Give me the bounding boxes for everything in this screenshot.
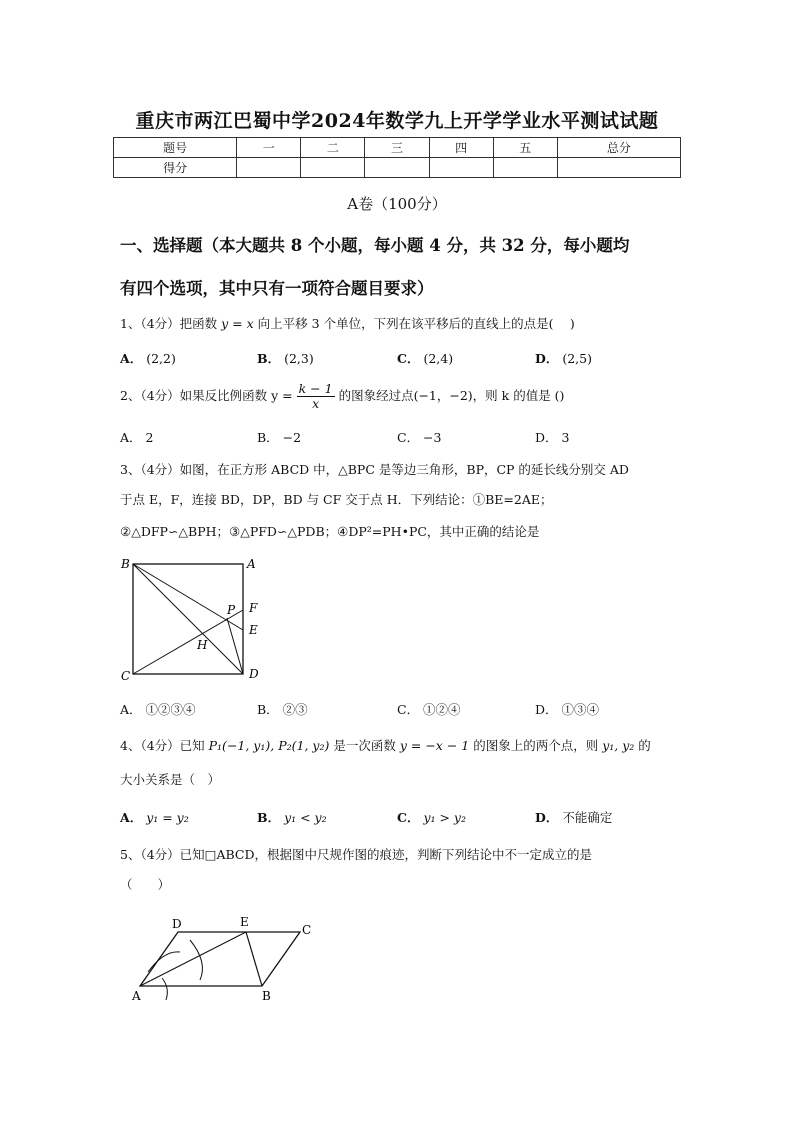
parallelogram-abcd: [140, 932, 300, 986]
option-letter: A．: [120, 810, 143, 825]
option-letter: C．: [397, 810, 420, 825]
score-header-cell: 二: [301, 138, 365, 158]
score-cell[interactable]: [493, 158, 557, 178]
option-value: (2,2): [146, 351, 176, 366]
score-cell[interactable]: [365, 158, 429, 178]
score-cell[interactable]: [301, 158, 365, 178]
score-header-cell: 题号: [114, 138, 237, 158]
q2-fraction-numerator: k − 1: [298, 381, 333, 396]
option-letter: B．: [257, 810, 281, 825]
score-table-header-row: [114, 138, 681, 158]
q4-points: P₁(−1, y₁), P₂(1, y₂): [208, 738, 330, 753]
q2-option-d[interactable]: D． 3: [535, 430, 570, 445]
q4-middle: 是一次函数: [333, 738, 396, 753]
segment-eb: [246, 932, 262, 986]
section1-heading-line2: 有四个选项，其中只有一项符合题目要求）: [120, 279, 434, 298]
q2-prefix: 2、（4分）如果反比例函数 y =: [120, 388, 293, 403]
q2-fraction: [297, 382, 335, 411]
q3-option-d[interactable]: D． ①③④: [535, 702, 599, 717]
q5-line1: 5、（4分）已知□ABCD，根据图中尺规作图的痕迹，判断下列结论中不一定成立的是: [120, 847, 592, 862]
q4-function: y = −x − 1: [399, 738, 470, 753]
option-letter: B．: [257, 351, 281, 366]
option-value: (2,4): [423, 351, 454, 366]
score-header-cell: 四: [429, 138, 493, 158]
q3-line2: 于点 E，F，连接 BD，DP，BD 与 CF 交于点 H．下列结论：①BE=2AE；: [120, 492, 553, 507]
option-value: y₁ < y₂: [284, 810, 327, 825]
label-E: E: [240, 915, 249, 929]
score-row-label: 得分: [114, 158, 237, 178]
option-letter: D．: [535, 351, 559, 366]
q2-option-a[interactable]: A． 2: [120, 430, 154, 445]
score-table: [113, 137, 681, 178]
label-A: A: [247, 557, 256, 571]
label-A: A: [132, 989, 141, 1003]
q1-option-b[interactable]: [257, 349, 314, 367]
q2-suffix: 的图象经过点(−1，−2)，则 k 的值是 (): [338, 388, 565, 403]
option-value: y₁ > y₂: [423, 810, 467, 825]
q4-vars: y₁, y₂: [602, 738, 635, 753]
q4-option-a[interactable]: [120, 808, 189, 826]
q1-function: y = x: [221, 316, 254, 331]
label-P: P: [227, 603, 236, 617]
question-1: [120, 314, 680, 332]
label-E: E: [249, 623, 258, 637]
label-C: C: [121, 669, 131, 683]
q2-option-c[interactable]: C． −3: [397, 430, 442, 445]
q3-square-figure: [115, 552, 275, 687]
label-D: D: [249, 667, 259, 681]
q4-option-b[interactable]: [257, 808, 327, 826]
q4-tail: 的: [638, 738, 651, 753]
q1-prefix: 1、（4分）把函数: [120, 316, 218, 331]
question-2: [120, 382, 680, 411]
score-cell[interactable]: [429, 158, 493, 178]
q4-suffix: 的图象上的两个点，则: [473, 738, 599, 753]
exam-title: 重庆市两江巴蜀中学2024年数学九上开学学业水平测试试题: [135, 110, 659, 132]
arc-1: [148, 952, 180, 972]
label-D: D: [172, 917, 182, 931]
q4-prefix: 4、（4分）已知: [120, 738, 205, 753]
section1-heading-line1: 一、选择题（本大题共 8 个小题，每小题 4 分，共 32 分，每小题均: [120, 236, 630, 255]
q5-line2: （ ）: [120, 877, 171, 892]
label-H: H: [197, 638, 208, 652]
option-value: (2,3): [284, 351, 314, 366]
option-value: y₁ = y₂: [146, 810, 189, 825]
diagonal-bd: [133, 564, 243, 674]
q1-suffix: 向上平移 3 个单位，下列在该平移后的直线上的点是( ): [257, 316, 575, 331]
option-letter: A．: [120, 351, 143, 366]
score-cell[interactable]: [557, 158, 680, 178]
score-header-cell: 一: [237, 138, 301, 158]
score-header-cell: 三: [365, 138, 429, 158]
q3-line1: 3、（4分）如图，在正方形 ABCD 中，△BPC 是等边三角形，BP，CP 的延长线分别交 AD: [120, 462, 629, 477]
score-header-cell: 总分: [557, 138, 680, 158]
q3-line3: ②△DFP∽△BPH；③△PFD∽△PDB；④DP²=PH•PC，其中正确的结论是: [120, 524, 540, 539]
score-header-cell: 五: [493, 138, 557, 158]
section-a-heading: A卷（100分）: [347, 195, 447, 213]
label-B: B: [121, 557, 130, 571]
score-table-score-row: [114, 158, 681, 178]
q2-option-b[interactable]: B． −2: [257, 430, 302, 445]
q4-option-c[interactable]: [397, 808, 466, 826]
q3-option-b[interactable]: B． ②③: [257, 702, 308, 717]
q2-fraction-denominator: x: [312, 396, 320, 411]
q4-line2: 大小关系是（ ）: [120, 772, 221, 787]
option-value: 不能确定: [562, 810, 613, 825]
arc-at-a: [162, 978, 167, 1000]
q1-option-d[interactable]: [535, 349, 592, 367]
bisector-ae: [140, 932, 246, 986]
label-F: F: [249, 601, 258, 615]
label-C: C: [302, 923, 312, 937]
q4-option-d[interactable]: [535, 808, 612, 826]
label-B: B: [262, 989, 271, 1003]
option-letter: C．: [397, 351, 420, 366]
option-value: (2,5): [562, 351, 592, 366]
question-4: [120, 736, 680, 754]
option-letter: D．: [535, 810, 559, 825]
q1-option-c[interactable]: [397, 349, 453, 367]
score-cell[interactable]: [237, 158, 301, 178]
q3-option-c[interactable]: C． ①②④: [397, 702, 461, 717]
q5-parallelogram-figure: [128, 912, 323, 1012]
q3-option-a[interactable]: A． ①②③④: [120, 702, 196, 717]
q1-option-a[interactable]: [120, 349, 176, 367]
